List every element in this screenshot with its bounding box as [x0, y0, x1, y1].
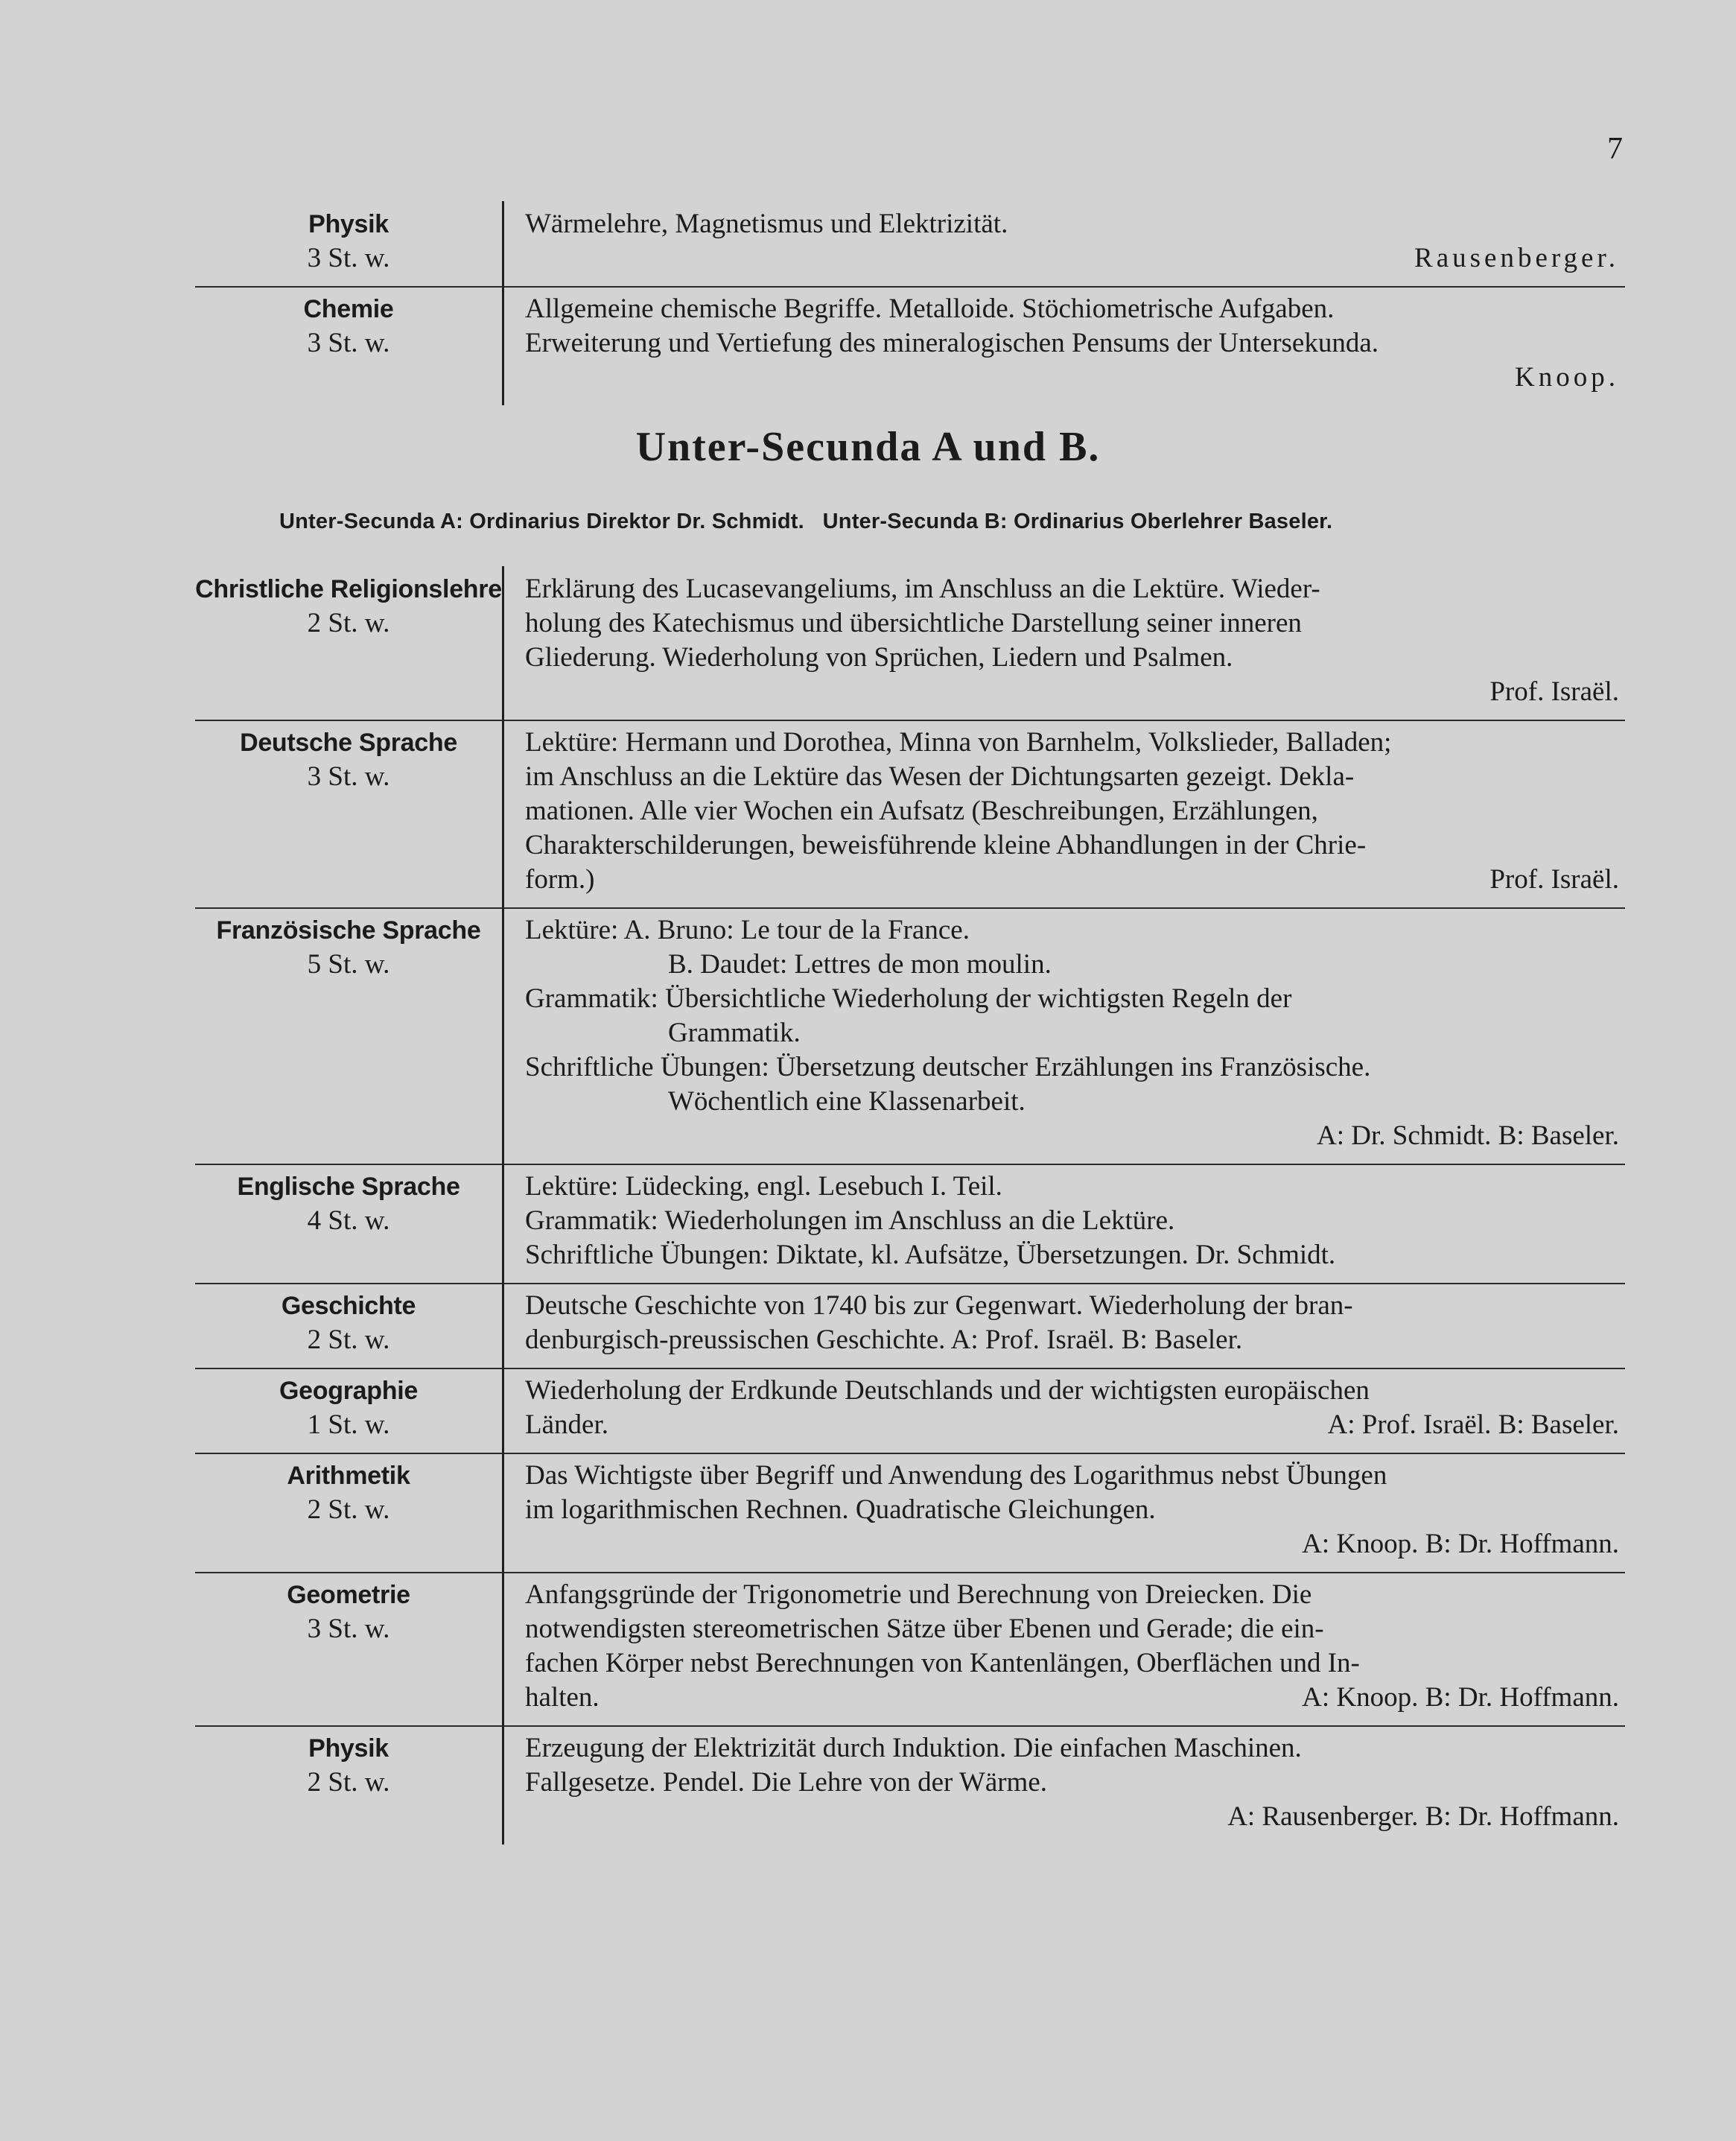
subject-name: Chemie	[303, 295, 394, 323]
top-subject-table	[195, 201, 1625, 405]
content-cell	[504, 1453, 1625, 1572]
subject-hours: 2 St. w.	[307, 1494, 390, 1525]
subject-row-deutsch	[195, 720, 1625, 907]
subject-cell	[195, 1453, 504, 1572]
subject-cell	[195, 1725, 504, 1845]
subject-row-physik-upper	[195, 201, 1625, 286]
subject-cell	[195, 1572, 504, 1725]
teacher-name: A: Prof. Israël. B: Baseler.	[1327, 1409, 1619, 1440]
subject-name: Physik	[308, 1734, 389, 1763]
subject-cell	[195, 907, 504, 1164]
subject-hours: 2 St. w.	[307, 1325, 390, 1355]
content-line: Charakterschilderungen, beweisführende kleine Abhandlungen in der Chrie-	[525, 830, 1367, 860]
teacher-name: A: Dr. Schmidt. B: Baseler.	[1317, 1120, 1619, 1151]
subject-cell	[195, 1368, 504, 1453]
subject-hours: 2 St. w.	[307, 1767, 390, 1798]
content-line: Das Wichtigste über Begriff und Anwendung des Logarithmus nebst Übungen	[525, 1460, 1387, 1491]
content-line: Grammatik: Wiederholungen im Anschluss an die Lektüre.	[525, 1205, 1175, 1236]
subject-hours: 3 St. w.	[307, 761, 390, 792]
content-line: Erklärung des Lucasevangeliums, im Anschluss an die Lektüre. Wieder-	[525, 574, 1320, 604]
content-line: im logarithmischen Rechnen. Quadratische Gleichungen.	[525, 1494, 1156, 1525]
content-line: notwendigsten stereometrischen Sätze über Ebenen und Gerade; die ein-	[525, 1614, 1324, 1644]
content-cell	[504, 566, 1625, 720]
content-line-indented: Wöchentlich eine Klassenarbeit.	[668, 1086, 1026, 1117]
teacher-name: Prof. Israël.	[1489, 864, 1619, 895]
subject-hours: 4 St. w.	[307, 1205, 390, 1236]
subject-hours: 5 St. w.	[307, 949, 390, 980]
content-cell	[504, 1572, 1625, 1725]
subject-name: Französische Sprache	[216, 916, 481, 945]
content-line: Erweiterung und Vertiefung des mineralogischen Pensums der Untersekunda.	[525, 328, 1379, 358]
subject-hours: 3 St. w.	[307, 328, 390, 358]
content-line: Schriftliche Übungen: Übersetzung deutscher Erzählungen ins Französische.	[525, 1052, 1371, 1082]
ordinarius-b: Unter-Secunda B: Ordinarius Oberlehrer Baseler.	[822, 510, 1333, 533]
content-cell	[504, 1725, 1625, 1845]
content-line: Schriftliche Übungen: Diktate, kl. Aufsätze, Übersetzungen. Dr. Schmidt.	[525, 1240, 1336, 1270]
subject-row-englisch	[195, 1164, 1625, 1283]
subject-name: Geometrie	[287, 1581, 410, 1609]
content-cell	[504, 1368, 1625, 1453]
content-cell	[504, 1164, 1625, 1283]
subject-row-franzoesisch	[195, 907, 1625, 1164]
subject-row-geographie	[195, 1368, 1625, 1453]
content-line: Wärmelehre, Magnetismus und Elektrizität.	[525, 209, 1008, 239]
subject-hours: 1 St. w.	[307, 1409, 390, 1440]
subject-row-religion	[195, 566, 1625, 720]
subject-row-geschichte	[195, 1283, 1625, 1368]
subject-cell	[195, 286, 504, 405]
subject-row-chemie	[195, 286, 1625, 405]
content-line: Lektüre: Hermann und Dorothea, Minna von Barnhelm, Volkslieder, Balladen;	[525, 727, 1392, 758]
subject-cell	[195, 566, 504, 720]
content-line: mationen. Alle vier Wochen ein Aufsatz (Beschreibungen, Erzählungen,	[525, 796, 1318, 826]
content-cell	[504, 286, 1625, 405]
teacher-name: Rausenberger.	[1414, 243, 1619, 273]
section-title: Unter-Secunda A und B.	[635, 424, 1101, 470]
content-line-with-teacher	[525, 863, 1625, 897]
teacher-name: A: Rausenberger. B: Dr. Hoffmann.	[1227, 1801, 1619, 1832]
content-cell	[504, 1283, 1625, 1368]
content-line: Grammatik: Übersichtliche Wiederholung der wichtigsten Regeln der	[525, 983, 1292, 1014]
subject-hours: 2 St. w.	[307, 608, 390, 638]
content-line-with-teacher	[525, 1681, 1625, 1715]
content-cell	[504, 720, 1625, 907]
subject-row-arithmetik	[195, 1453, 1625, 1572]
subject-name: Deutsche Sprache	[240, 729, 457, 757]
content-line: holung des Katechismus und übersichtliche Darstellung seiner inneren	[525, 608, 1302, 638]
content-line: Lektüre: Lüdecking, engl. Lesebuch I. Teil.	[525, 1171, 1002, 1202]
content-line: Fallgesetze. Pendel. Die Lehre von der Wärme.	[525, 1767, 1048, 1798]
subject-name: Christliche Religionslehre	[195, 575, 502, 603]
content-line: Gliederung. Wiederholung von Sprüchen, Liedern und Psalmen.	[525, 642, 1233, 673]
subject-name: Arithmetik	[287, 1462, 410, 1490]
subject-cell	[195, 720, 504, 907]
teacher-name: A: Knoop. B: Dr. Hoffmann.	[1302, 1529, 1619, 1559]
content-line: denburgisch-preussischen Geschichte. A: Prof. Israël. B: Baseler.	[525, 1325, 1243, 1355]
subject-cell	[195, 1283, 504, 1368]
subject-name: Geographie	[279, 1377, 418, 1405]
subject-hours: 3 St. w.	[307, 243, 390, 273]
content-cell	[504, 907, 1625, 1164]
subject-row-geometrie	[195, 1572, 1625, 1725]
subject-cell	[195, 201, 504, 286]
subject-name: Physik	[308, 210, 389, 238]
content-line-indented: B. Daudet: Lettres de mon moulin.	[668, 949, 1052, 980]
teacher-name: Prof. Israël.	[1489, 676, 1619, 707]
ordinarius-line	[279, 510, 1332, 534]
subject-name: Englische Sprache	[237, 1173, 460, 1201]
subject-hours: 3 St. w.	[307, 1614, 390, 1644]
content-line: im Anschluss an die Lektüre das Wesen der Dichtungsarten gezeigt. Dekla-	[525, 761, 1355, 792]
subject-name: Geschichte	[281, 1292, 416, 1320]
content-line: Lektüre: A. Bruno: Le tour de la France.	[525, 915, 970, 945]
content-line: Wiederholung der Erdkunde Deutschlands und der wichtigsten europäischen	[525, 1375, 1370, 1406]
content-line: Deutsche Geschichte von 1740 bis zur Gegenwart. Wiederholung der bran-	[525, 1290, 1353, 1321]
content-line: halten.	[525, 1682, 600, 1713]
content-line-with-teacher	[525, 1408, 1625, 1442]
content-line: Erzeugung der Elektrizität durch Induktion. Die einfachen Maschinen.	[525, 1733, 1302, 1763]
content-line: fachen Körper nebst Berechnungen von Kantenlängen, Oberflächen und In-	[525, 1648, 1360, 1678]
subject-table	[195, 566, 1625, 1845]
ordinarius-a: Unter-Secunda A: Ordinarius Direktor Dr. Schmidt.	[279, 510, 804, 533]
teacher-name: Knoop.	[1515, 362, 1619, 393]
content-line: Anfangsgründe der Trigonometrie und Berechnung von Dreiecken. Die	[525, 1579, 1312, 1610]
content-line: Länder.	[525, 1409, 608, 1440]
page-number: 7	[1607, 132, 1623, 166]
content-line: Allgemeine chemische Begriffe. Metalloide. Stöchiometrische Aufgaben.	[525, 294, 1335, 324]
subject-cell	[195, 1164, 504, 1283]
content-cell	[504, 201, 1625, 286]
teacher-name: A: Knoop. B: Dr. Hoffmann.	[1302, 1682, 1619, 1713]
content-line-indented: Grammatik.	[668, 1018, 801, 1048]
content-line: form.)	[525, 864, 595, 895]
subject-row-physik	[195, 1725, 1625, 1845]
